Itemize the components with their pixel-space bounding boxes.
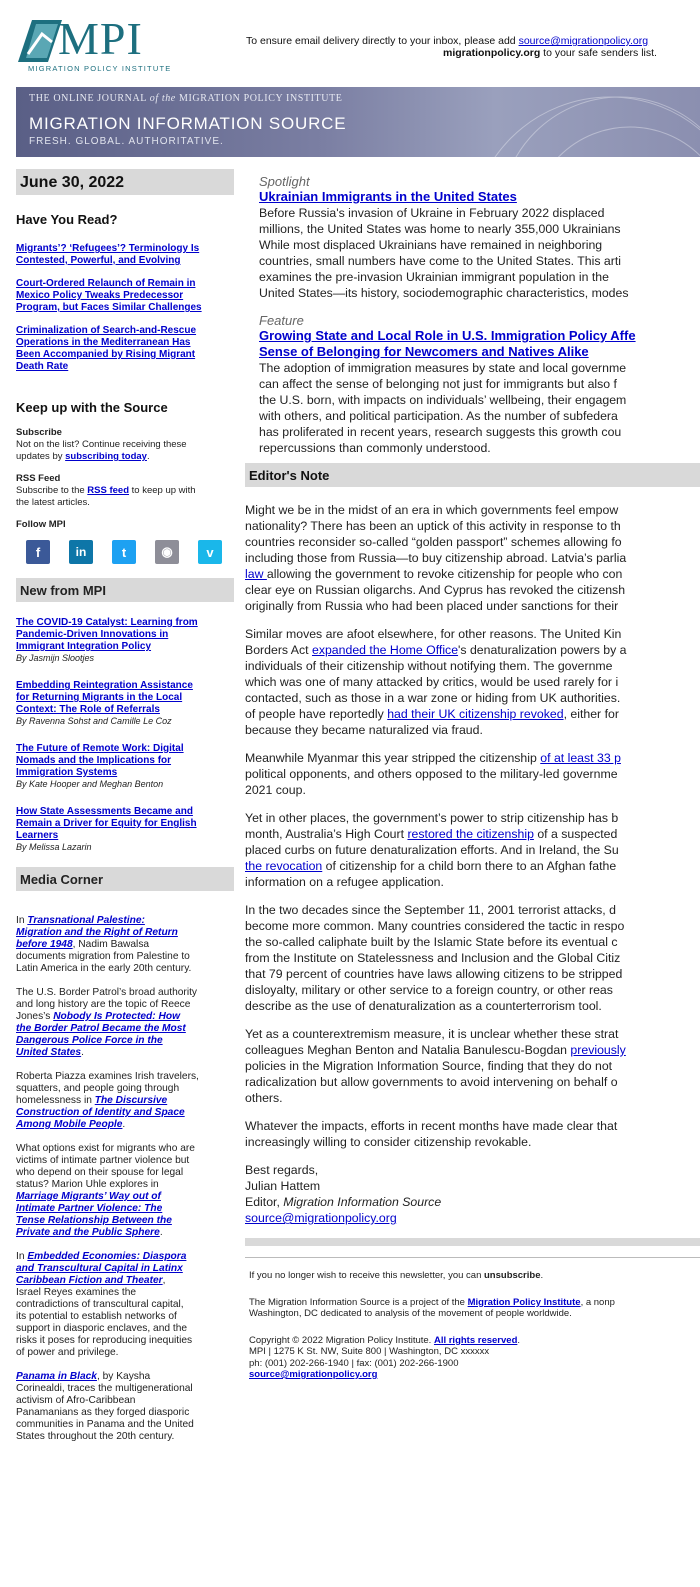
link-line: Death Rate xyxy=(16,361,69,372)
rights-link[interactable]: All rights reserved xyxy=(433,1334,518,1346)
inbox-note xyxy=(246,35,700,59)
media-text: victims of intimate partner violence but xyxy=(16,1155,190,1166)
editor-email-link[interactable]: source@migrationpolicy.org xyxy=(245,1211,397,1225)
mpi-logo[interactable] xyxy=(18,13,178,73)
body-line: has proliferated in recent years, research suggests this growth cou xyxy=(259,425,622,439)
para-line: , either for xyxy=(563,707,619,721)
body-line: with others, and political participation. As the number of subfedera xyxy=(259,409,618,423)
inbox-note-text: To ensure email delivery directly to your inbox, please add xyxy=(246,35,519,47)
address: MPI | 1275 K St. NW, Suite 800 | Washington, DC xxxxxx xyxy=(249,1346,490,1357)
twitter-icon[interactable]: t xyxy=(112,540,136,564)
body-line: can affect the sense of belonging not just for immigrants but also f xyxy=(259,377,617,391)
media-text: documents migration from Palestine to xyxy=(16,951,190,962)
logo-subtitle: MIGRATION POLICY INSTITUTE xyxy=(28,64,172,73)
para-line: Similar moves are afoot elsewhere, for other reasons. The United Kin xyxy=(245,627,622,641)
banner-kicker-a: THE ONLINE JOURNAL xyxy=(29,93,150,104)
media-item xyxy=(16,1143,234,1239)
inbox-domain: migrationpolicy.org xyxy=(443,47,541,59)
link-line: Among Mobile People xyxy=(16,1119,123,1130)
spotlight-label: Spotlight xyxy=(259,174,310,189)
mpi-logo-mark-icon xyxy=(18,20,62,62)
home-office-link[interactable]: expanded the Home Office xyxy=(311,643,459,657)
media-text: homelessness in xyxy=(16,1095,95,1106)
para-line: from the Institute on Statelessness and Inclusion and the Global Citiz xyxy=(245,951,621,965)
uk-citizenship-revoked-link[interactable]: had their UK citizenship revoked xyxy=(387,707,564,721)
mpi-link[interactable]: Migration Policy Institute xyxy=(467,1296,581,1308)
media-text: . xyxy=(122,1119,126,1130)
para-line: 's denaturalization powers by a xyxy=(458,643,627,657)
link-line: How State Assessments Became and xyxy=(16,806,193,817)
para-line: describe as the use of denaturalization as a counterterrorism tool. xyxy=(245,999,602,1013)
inbox-email-link[interactable]: source@migrationpolicy.org xyxy=(518,35,649,47)
para-line: Whatever the impacts, efforts in recent months have made clear that xyxy=(245,1119,618,1133)
have-you-read-heading: Have You Read? xyxy=(16,212,118,227)
para-line: become more common. Many countries considered the tactic in respo xyxy=(245,919,625,933)
editors-note-paragraph xyxy=(245,1118,700,1150)
media-text: Panamanians as they forged diasporic xyxy=(16,1407,190,1418)
media-text: , Nadim Bawalsa xyxy=(72,939,150,950)
para-line: disloyalty, military or other service to a foreign country, or other reas xyxy=(245,983,613,997)
media-item xyxy=(16,1371,234,1443)
signoff-name: Julian Hattem xyxy=(245,1179,321,1193)
media-text: its potential to establish networks of xyxy=(16,1311,177,1322)
media-item xyxy=(16,915,234,975)
ireland-revocation-link[interactable]: the revocation xyxy=(245,859,323,873)
have-you-read-link-1[interactable] xyxy=(16,243,234,267)
link-line: Transnational Palestine: xyxy=(27,915,145,926)
link-line: Remain a Driver for Equity for English xyxy=(16,818,197,829)
para-line: Yet as a counterextremism measure, it is unclear whether these strat xyxy=(245,1027,619,1041)
subscribe-line-2: updates by xyxy=(16,451,66,462)
spotlight-body xyxy=(245,205,700,301)
media-text: who depend on their spouse for legal xyxy=(16,1167,184,1178)
para-line: originally from Russia who had been placed under sanctions for their xyxy=(245,599,619,613)
new-from-mpi-item xyxy=(16,743,234,790)
rss-line-2: the latest articles. xyxy=(16,497,90,508)
linkedin-icon[interactable]: in xyxy=(69,540,93,564)
para-line: individuals of their citizenship without notifying them. The governme xyxy=(245,659,613,673)
para-line: placed curbs on future denaturalization efforts. And in Ireland, the Su xyxy=(245,843,619,857)
media-text: status? Marion Uhle explores in xyxy=(16,1179,159,1190)
link-line: United States xyxy=(16,1047,82,1058)
para-line: increasingly willing to consider citizenship revokable. xyxy=(245,1135,532,1149)
link-line: Marriage Migrants’ Way out of xyxy=(16,1191,161,1202)
para-line: of people have reportedly xyxy=(245,707,388,721)
logo-text: MPI xyxy=(58,13,143,64)
author-byline: By Melissa Lazarin xyxy=(16,842,92,852)
para-line: allowing the government to revoke citizenship for people who con xyxy=(266,567,623,581)
link-line: for Returning Migrants in the Local xyxy=(16,692,183,703)
feature-label: Feature xyxy=(259,313,304,328)
copyright-end: . xyxy=(517,1334,521,1346)
editors-note-paragraph xyxy=(245,902,700,1014)
para-line: others. xyxy=(245,1091,283,1105)
rss-text xyxy=(16,485,234,509)
para-line: In the two decades since the September 11, 2001 terrorist attacks, d xyxy=(245,903,616,917)
main-content xyxy=(245,174,700,1381)
media-item xyxy=(16,1251,234,1359)
para-line: Meanwhile Myanmar this year stripped the citizenship xyxy=(245,751,541,765)
rss-line-b: to keep up with xyxy=(129,485,196,496)
podcast-icon[interactable]: ◉ xyxy=(155,540,179,564)
para-line: of citizenship for a child born there to an Afghan fathe xyxy=(322,859,617,873)
project-text: Washington, DC dedicated to analysis of the movement of people worldwide. xyxy=(249,1308,572,1319)
link-line: Mexico Policy Tweaks Predecessor xyxy=(16,290,184,301)
link-line: Embedded Economies: Diaspora xyxy=(27,1251,187,1262)
link-line: Operations in the Mediterranean Has xyxy=(16,337,191,348)
rss-heading: RSS Feed xyxy=(16,473,61,484)
new-from-mpi-item xyxy=(16,617,234,664)
body-line: repercussions than commonly understood. xyxy=(259,441,491,455)
body-line: examines the pre-invasion Ukrainian immigrant population in the xyxy=(259,270,609,284)
media-text: activism of Afro-Caribbean xyxy=(16,1395,136,1406)
media-text: Corinealdi, traces the multigenerational xyxy=(16,1383,193,1394)
link-line: Caribbean Fiction and Theater xyxy=(16,1275,163,1286)
para-line: policies in the Migration Information Source, finding that they do not xyxy=(245,1059,613,1073)
subscribe-heading: Subscribe xyxy=(16,427,62,438)
banner-decoration-icon xyxy=(400,87,700,157)
link-line: Intimate Partner Violence: The xyxy=(16,1203,163,1214)
link-line: The Discursive xyxy=(94,1095,168,1106)
title-line: Growing State and Local Role in U.S. Immigration Policy Affe xyxy=(259,328,636,343)
feature-title-link[interactable] xyxy=(245,328,700,360)
body-line: United States—its history, sociodemographic characteristics, modes xyxy=(259,286,629,300)
issue-date: June 30, 2022 xyxy=(16,169,234,195)
social-links xyxy=(26,540,234,564)
media-link-5[interactable] xyxy=(16,1251,186,1286)
rss-link[interactable]: RSS feed xyxy=(87,485,130,496)
para-line: including those from Russia—to buy citizenship abroad. Latvia’s parlia xyxy=(245,551,627,565)
body-line: While most displaced Ukrainians have remained in neighboring xyxy=(259,238,603,252)
link-line: the Border Patrol Became the Most xyxy=(16,1023,186,1034)
facebook-icon[interactable]: f xyxy=(26,540,50,564)
media-text: Jones’s xyxy=(16,1011,54,1022)
media-text: , xyxy=(162,1275,166,1286)
vimeo-icon[interactable]: v xyxy=(198,540,222,564)
feature-body xyxy=(245,360,700,456)
link-line: Dangerous Police Force in the xyxy=(16,1035,163,1046)
link-line: Program, but Faces Similar Challenges xyxy=(16,302,202,313)
para-line: Might we be in the midst of an era in which governments feel empow xyxy=(245,503,619,517)
media-text: The U.S. Border Patrol’s broad authority xyxy=(16,987,198,998)
media-text: States throughout the 20th century. xyxy=(16,1431,175,1442)
para-line: radicalization but allow governments to avoid intervening on behalf o xyxy=(245,1075,618,1089)
para-line: that 79 percent of countries have laws allowing citizens to be stripped xyxy=(245,967,623,981)
media-link-4[interactable] xyxy=(16,1191,172,1238)
para-line: political opponents, and others opposed to the military-led governme xyxy=(245,767,618,781)
media-text: contradictions of transcultural capital, xyxy=(16,1299,184,1310)
media-text: Roberta Piazza examines Irish travelers, xyxy=(16,1071,199,1082)
new-from-mpi-link-4[interactable] xyxy=(16,806,234,842)
phone: ph: (001) 202-266-1940 | fax: (001) 202-266-1900 xyxy=(249,1357,459,1369)
link-line: Immigration Systems xyxy=(16,767,118,778)
editors-note-heading: Editor's Note xyxy=(245,463,700,487)
subscribe-line: Not on the list? Continue receiving these xyxy=(16,439,187,450)
new-from-mpi-item xyxy=(16,680,234,727)
footer-email-link[interactable]: source@migrationpolicy.org xyxy=(249,1369,378,1380)
unsubscribe-text: If you no longer wish to receive this newsletter, you can xyxy=(249,1270,484,1281)
link-line: Tense Relationship Between the xyxy=(16,1215,172,1226)
footer-divider xyxy=(245,1238,700,1246)
media-text: support in diasporic enclaves, and the xyxy=(16,1323,188,1334)
para-line: nationality? There has been an uptick of this activity in response to th xyxy=(245,519,621,533)
link-line: Embedding Reintegration Assistance xyxy=(16,680,193,691)
para-line: Borders Act xyxy=(245,643,312,657)
australia-link[interactable]: restored the citizenship xyxy=(407,827,534,841)
unsubscribe-note xyxy=(245,1270,700,1282)
para-line: countries reconsider so-called “golden passport” schemes allowing fo xyxy=(245,535,622,549)
new-from-mpi-link-3[interactable] xyxy=(16,743,234,779)
editors-note-paragraph xyxy=(245,750,700,798)
para-line: colleagues Meghan Benton and Natalia Banulescu-Bogdan xyxy=(245,1043,571,1057)
rss-line: Subscribe to the xyxy=(16,485,88,496)
media-text: In xyxy=(16,915,28,926)
link-line: and Transcultural Capital in Latinx xyxy=(16,1263,183,1274)
para-line: 2021 coup. xyxy=(245,783,306,797)
link-line: Nobody Is Protected: How xyxy=(53,1011,180,1022)
new-from-mpi-link-2[interactable] xyxy=(16,680,234,716)
project-text: , a nonp xyxy=(580,1296,615,1308)
banner-kicker-b: MIGRATION POLICY INSTITUTE xyxy=(175,93,343,104)
banner-kicker xyxy=(29,93,343,104)
body-line: the U.S. born, with impacts on individuals’ wellbeing, their engagem xyxy=(259,393,627,407)
banner-kicker-of: of the xyxy=(149,93,176,104)
previously-link[interactable]: previously xyxy=(570,1043,626,1057)
link-line: Context: The Role of Referrals xyxy=(16,704,160,715)
author-byline: By Kate Hooper and Meghan Benton xyxy=(16,779,164,789)
media-text: In xyxy=(16,1251,28,1262)
media-text: , by Kaysha xyxy=(96,1371,151,1382)
title-line: Sense of Belonging for Newcomers and Natives Alike xyxy=(259,344,589,359)
source-banner[interactable] xyxy=(16,87,700,157)
have-you-read-list xyxy=(16,243,234,373)
link-line: Contested, Powerful, and Evolving xyxy=(16,255,181,266)
media-text: . xyxy=(159,1227,163,1238)
follow-heading: Follow MPI xyxy=(16,519,66,530)
media-corner-list xyxy=(16,915,234,1443)
link-line: Nomads and the Implications for xyxy=(16,755,172,766)
link-line: Court-Ordered Relaunch of Remain in xyxy=(16,278,196,289)
left-sidebar xyxy=(16,169,234,1443)
media-text: Israel Reyes examines the xyxy=(16,1287,137,1298)
link-line: Construction of Identity and Space xyxy=(16,1107,185,1118)
link-line: Pandemic-Driven Innovations in xyxy=(16,629,169,640)
footer-rule xyxy=(245,1257,700,1258)
para-line: contacted, such as those in a war zone or hiding from UK authorities. xyxy=(245,691,621,705)
project-text: The Migration Information Source is a project of the xyxy=(249,1296,468,1308)
new-from-mpi-heading: New from MPI xyxy=(16,578,234,602)
signoff-regards: Best regards, xyxy=(245,1163,319,1177)
media-text: squatters, and people going through xyxy=(16,1083,180,1094)
link-line: Learners xyxy=(16,830,59,841)
new-from-mpi-list xyxy=(16,617,234,853)
media-corner-heading: Media Corner xyxy=(16,867,234,891)
media-text: What options exist for migrants who are xyxy=(16,1143,195,1154)
signoff xyxy=(245,1162,700,1226)
media-item xyxy=(16,1071,234,1131)
myanmar-link[interactable]: of at least 33 p xyxy=(540,751,621,765)
link-line: The COVID-19 Catalyst: Learning from xyxy=(16,617,198,628)
editors-note-paragraph xyxy=(245,502,700,614)
subscribe-end: . xyxy=(146,451,150,462)
body-line: Before Russia's invasion of Ukraine in February 2022 displaced xyxy=(259,206,605,220)
para-line: month, Australia’s High Court xyxy=(245,827,408,841)
media-text: risks it poses for reproducing inequities xyxy=(16,1335,193,1346)
have-you-read-link-3[interactable] xyxy=(16,325,234,373)
author-byline: By Jasmijn Slootjes xyxy=(16,653,95,663)
media-text: communities in Panama and the United xyxy=(16,1419,194,1430)
author-byline: By Ravenna Sohst and Camille Le Coz xyxy=(16,716,172,726)
media-text: of power and privilege. xyxy=(16,1347,119,1358)
media-text: and long history are the topic of Reece xyxy=(16,999,191,1010)
link-line: Migration and the Right of Return xyxy=(16,927,178,938)
para-line: information on a refugee application. xyxy=(245,875,444,889)
body-line: millions, the United States was home to nearly 355,000 Ukrainians xyxy=(259,222,621,236)
editors-note-paragraph xyxy=(245,626,700,738)
para-line: of a suspected xyxy=(533,827,618,841)
body-line: countries, small numbers have come to the United States. This arti xyxy=(259,254,622,268)
banner-title: MIGRATION INFORMATION SOURCE xyxy=(29,114,347,133)
link-line: Private and the Public Sphere xyxy=(16,1227,160,1238)
link-line: Criminalization of Search-and-Rescue xyxy=(16,325,197,336)
link-line: before 1948 xyxy=(16,939,73,950)
new-from-mpi-link-1[interactable] xyxy=(16,617,234,653)
media-link-6[interactable]: Panama in Black xyxy=(16,1371,97,1382)
para-line: Yet in other places, the government’s power to strip citizenship has b xyxy=(245,811,619,825)
subscribe-link[interactable]: subscribing today xyxy=(65,451,147,462)
media-item xyxy=(16,987,234,1059)
copyright-block xyxy=(245,1335,700,1381)
link-line: The Future of Remote Work: Digital xyxy=(16,743,184,754)
para-line: because they became naturalized via fraud. xyxy=(245,723,483,737)
keep-up-heading: Keep up with the Source xyxy=(16,400,168,415)
editors-note-paragraph xyxy=(245,810,700,890)
link-line: Migrants’? ‘Refugees’? Terminology Is xyxy=(16,243,200,254)
para-line: clear eye on Russian oligarchs. And Cyprus has revoked the citizensh xyxy=(245,583,626,597)
para-line: which was one of many attacked by critics, would be used rarely for i xyxy=(245,675,619,689)
media-text: Latin America in the early 20th century. xyxy=(16,963,192,974)
subscribe-text xyxy=(16,439,234,463)
media-text: . xyxy=(81,1047,84,1058)
project-note xyxy=(245,1297,700,1320)
signoff-title: Editor, xyxy=(245,1195,284,1209)
copyright-text: Copyright © 2022 Migration Policy Institute. xyxy=(249,1334,434,1346)
unsubscribe-link[interactable]: unsubscribe xyxy=(484,1270,541,1281)
new-from-mpi-item xyxy=(16,806,234,853)
unsubscribe-end: . xyxy=(540,1270,544,1281)
have-you-read-link-2[interactable] xyxy=(16,278,234,314)
link-line: Immigrant Integration Policy xyxy=(16,641,152,652)
para-line: the so-called caliphate built by the Islamic State before its eventual c xyxy=(245,935,618,949)
spotlight-title-link[interactable]: Ukrainian Immigrants in the United States xyxy=(259,189,517,204)
link-line: Been Accompanied by Rising Migrant xyxy=(16,349,196,360)
body-line: The adoption of immigration measures by state and local governme xyxy=(259,361,627,375)
editors-note-paragraph xyxy=(245,1026,700,1106)
banner-tagline: FRESH. GLOBAL. AUTHORITATIVE. xyxy=(29,136,224,147)
signoff-publication: Migration Information Source xyxy=(283,1195,442,1209)
inbox-note-end: to your safe senders list. xyxy=(540,47,657,59)
latvia-law-link[interactable]: law xyxy=(245,567,267,581)
